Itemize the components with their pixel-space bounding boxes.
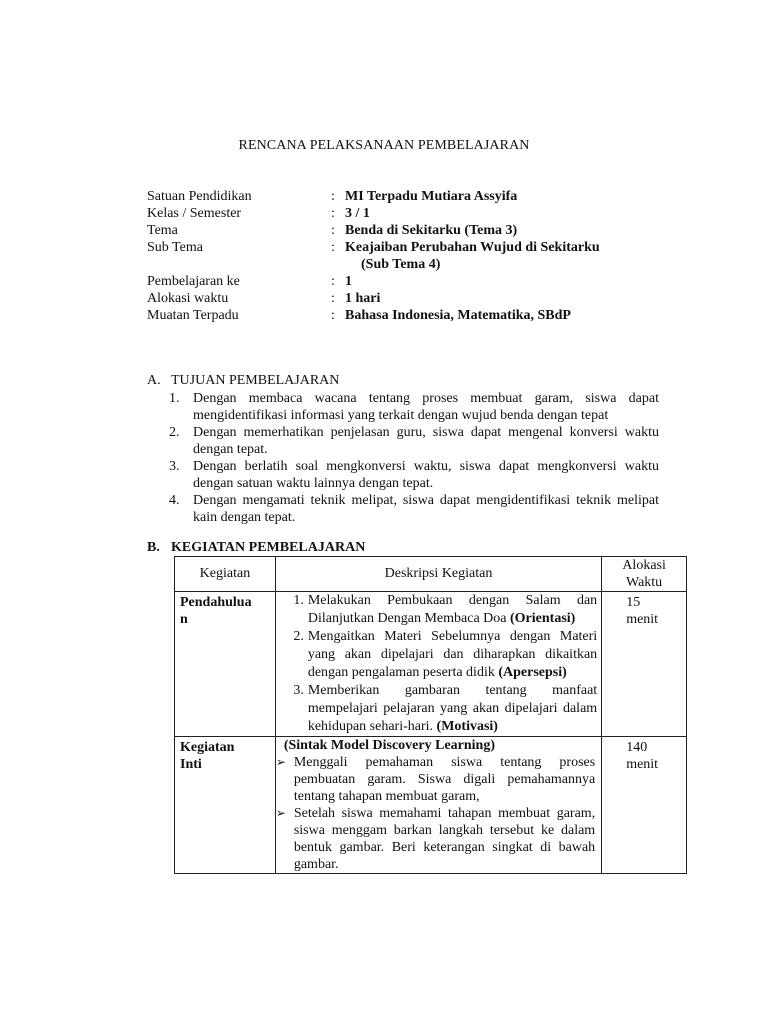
identity-row-muatan bbox=[147, 307, 600, 324]
header-deskripsi: Deskripsi Kegiatan bbox=[275, 557, 601, 592]
arrow-bullet-icon: ➢ bbox=[275, 755, 286, 769]
row-label-inti: Kegiatan Inti bbox=[175, 737, 276, 874]
sintak-heading: (Sintak Model Discovery Learning) bbox=[283, 738, 495, 753]
identity-label: Alokasi waktu bbox=[147, 291, 229, 306]
list-number: 3. bbox=[169, 459, 180, 474]
identity-value: (Sub Tema 4) bbox=[361, 257, 441, 272]
activity-tag: (Orientasi) bbox=[510, 611, 576, 626]
identity-row-alokasi bbox=[147, 290, 600, 307]
arrow-bullet-icon: ➢ bbox=[275, 806, 286, 820]
identity-label: Muatan Terpadu bbox=[147, 308, 239, 323]
identity-colon: : bbox=[331, 189, 335, 204]
section-tujuan bbox=[147, 372, 659, 526]
identity-colon: : bbox=[331, 240, 335, 255]
list-item bbox=[147, 492, 659, 526]
identity-row-tema bbox=[147, 222, 600, 239]
identity-colon: : bbox=[331, 274, 335, 289]
identity-value: 1 bbox=[345, 274, 352, 289]
row-time-pendahuluan: 15 menit bbox=[602, 592, 687, 737]
identity-colon: : bbox=[331, 308, 335, 323]
identity-label: Tema bbox=[147, 223, 178, 238]
list-item: ➢ Menggali pemahaman siswa tentang proses pembuatan garam. Siswa digali pemahamannya tentang tahapan membuat garam, bbox=[275, 755, 596, 804]
table-row bbox=[175, 737, 687, 874]
identity-colon: : bbox=[331, 223, 335, 238]
section-letter: B. bbox=[147, 540, 160, 555]
list-item: 2. Mengaitkan Materi Sebelumnya dengan Materi yang akan dipelajari dan diharapkan dikaitkan dengan pengalaman peserta didik (Apersepsi) bbox=[293, 629, 598, 680]
identity-label: Sub Tema bbox=[147, 240, 203, 255]
activity-tag: (Apersepsi) bbox=[498, 665, 567, 680]
header-alokasi: Alokasi Waktu bbox=[602, 557, 687, 592]
identity-colon: : bbox=[331, 206, 335, 221]
row-desc-inti bbox=[275, 737, 601, 874]
goals-list bbox=[147, 390, 659, 526]
page-title: RENCANA PELAKSANAAN PEMBELAJARAN bbox=[238, 138, 530, 153]
row-time-inti: 140 menit bbox=[602, 737, 687, 874]
identity-label: Pembelajaran ke bbox=[147, 274, 240, 289]
identity-row-kelas bbox=[147, 205, 600, 222]
identity-colon: : bbox=[331, 291, 335, 306]
identity-value: 1 hari bbox=[345, 291, 381, 306]
identity-value: 3 / 1 bbox=[345, 206, 370, 221]
row-label-pendahuluan: Pendahulua n bbox=[175, 592, 276, 737]
section-title: KEGIATAN PEMBELAJARAN bbox=[171, 540, 366, 555]
identity-value: MI Terpadu Mutiara Assyifa bbox=[345, 189, 518, 204]
identity-value: Keajaiban Perubahan Wujud di Sekitarku bbox=[345, 240, 600, 255]
table-row bbox=[175, 592, 687, 737]
activity-tag: (Motivasi) bbox=[436, 719, 498, 734]
list-number: 4. bbox=[169, 493, 180, 508]
list-item bbox=[147, 458, 659, 492]
identity-value: Benda di Sekitarku (Tema 3) bbox=[345, 223, 518, 238]
section-kegiatan-heading bbox=[147, 540, 365, 556]
identity-row-subtema bbox=[147, 239, 600, 256]
list-number: 2. bbox=[169, 425, 180, 440]
section-title: TUJUAN PEMBELAJARAN bbox=[171, 373, 340, 388]
section-heading bbox=[147, 372, 659, 390]
row-desc-pendahuluan bbox=[275, 592, 601, 737]
identity-label: Satuan Pendidikan bbox=[147, 189, 252, 204]
activities-table bbox=[174, 556, 687, 874]
list-number: 1. bbox=[169, 391, 180, 406]
list-text: Dengan memerhatikan penjelasan guru, siswa dapat mengenal konversi waktu dengan tepat. bbox=[193, 425, 659, 457]
list-text: Dengan berlatih soal mengkonversi waktu, siswa dapat mengkonversi waktu dengan satuan waktu lainnya dengan tepat. bbox=[193, 459, 659, 491]
list-item: ➢ Setelah siswa memahami tahapan membuat garam, siswa menggam barkan langkah tersebut ke dalam bentuk gambar. Beri keterangan singkat di bawah gambar. bbox=[275, 806, 596, 872]
identity-row-satuan bbox=[147, 188, 600, 205]
identity-label: Kelas / Semester bbox=[147, 206, 242, 221]
list-item bbox=[147, 424, 659, 458]
header-kegiatan: Kegiatan bbox=[175, 557, 276, 592]
section-letter: A. bbox=[147, 373, 161, 388]
identity-row-pembelajaran bbox=[147, 273, 600, 290]
list-item: 3. Memberikan gambaran tentang manfaat mempelajari pelajaran yang akan dipelajari dalam kehidupan sehari-hari. (Motivasi) bbox=[293, 683, 598, 734]
list-text: Dengan membaca wacana tentang proses membuat garam, siswa dapat mengidentifikasi informasi yang terkait dengan wujud benda dengan tepat bbox=[193, 391, 659, 423]
identity-value: Bahasa Indonesia, Matematika, SBdP bbox=[345, 308, 571, 323]
list-item: 1. Melakukan Pembukaan dengan Salam dan Dilanjutkan Dengan Membaca Doa (Orientasi) bbox=[293, 593, 598, 626]
list-item bbox=[147, 390, 659, 424]
identity-block bbox=[147, 188, 600, 324]
identity-row-subtema-cont bbox=[147, 256, 600, 273]
list-text: Dengan mengamati teknik melipat, siswa dapat mengidentifikasi teknik melipat kain dengan tepat. bbox=[193, 493, 659, 525]
table-header-row bbox=[175, 557, 687, 592]
